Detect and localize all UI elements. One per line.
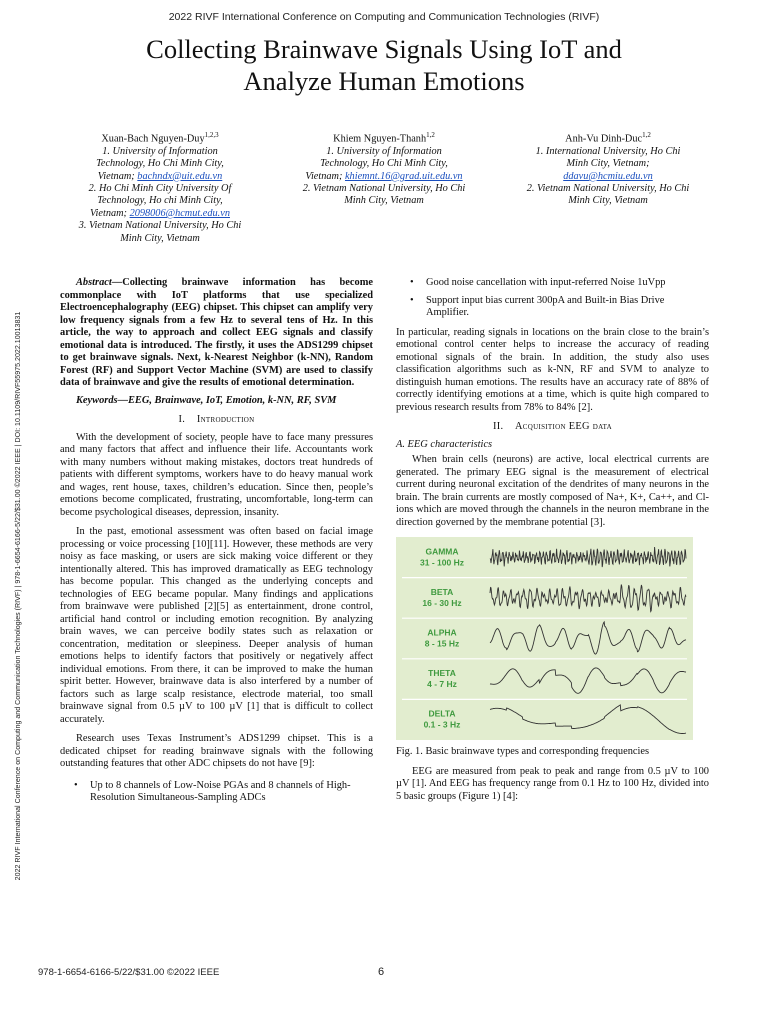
right-column: [396, 277, 709, 803]
band-waveform-alpha: [490, 622, 686, 654]
author-name: Anh-Vu Dinh-Duc$^{1,2}$: [565, 131, 651, 145]
list-item: • Up to 8 channels of Low-Noise PGAs and 8 channels of High-Resolution Simultaneous-Sampling ADCs: [60, 780, 373, 805]
right-paragraph-1: In particular, reading signals in locations on the brain close to the brain’s emotional control center helps to increase the accuracy of reading emotional signals of the brain. In addition, the study also uses classification algorithms such as k-NN, RF and SVM to analyze to distinguish human emotions. The results have an accuracy rate of 88% of correctly identifying emotions at a time, which is quite high compared to previous research results from 78% to 84% [2].: [396, 326, 709, 413]
paper-title: [60, 33, 708, 97]
intro-paragraph-3: Research uses Texas Instrument’s ADS1299 chipset. This is a dedicated chipset for reading brainwave signals with the following outstanding features that other ADC chipsets do not have [9]:: [60, 733, 373, 769]
band-waveform-delta: [490, 705, 686, 734]
band-name-label: THETA: [428, 668, 456, 679]
author-block-3: [508, 129, 708, 208]
author-name: Xuan-Bach Nguyen-Duy$^{1,2,3}$: [101, 131, 219, 145]
doi-sidebar: [3, 240, 33, 952]
author-email-link[interactable]: khiemnt.16@grad.uit.edu.vn: [344, 170, 463, 182]
section-heading-introduction: I. Introduction: [178, 414, 255, 425]
band-waveform-gamma: [490, 547, 686, 567]
author-affiliation: 1. University of Information Technology, Ho Chi Minh City, Vietnam; khiemnt.16@grad.uit.edu.vn 2. Vietnam National University, Ho Chi Minh City, Vietnam: [302, 145, 466, 207]
right-paragraph-2: When brain cells (neurons) are active, local electrical currents are generated. The primary EEG signal is the measurement of electrical current during neuronal excitation of the dendrites of many neurons in the brain. The brain currents are mostly composed of Na+, K+, Ca++, and Cl- ions which are moved through the channels in the neuron membrane in the direction governed by the membrane potential [3].: [396, 454, 709, 528]
subsection-heading-eeg: A. EEG characteristics: [396, 438, 493, 450]
band-waveform-beta: [490, 585, 686, 612]
band-range-label: 16 - 30 Hz: [422, 597, 462, 608]
list-item: • Good noise cancellation with input-referred Noise 1uVpp: [396, 277, 709, 290]
author-affiliation: 1. University of Information Technology, Ho Chi Minh City, Vietnam; bachndx@uit.edu.vn 2. Ho Chi Minh City University Of Technology, Ho chi Minh City, Vietnam; 2098006@hcmut.edu.vn 3. Vietnam National University, Ho Chi Minh City, Vietnam: [78, 145, 242, 244]
figure-caption: Fig. 1. Basic brainwave types and corresponding frequencies: [396, 746, 650, 757]
title-line-1: Collecting Brainwave Signals Using IoT and: [146, 34, 622, 64]
band-waveform-theta: [490, 668, 686, 693]
band-name-label: DELTA: [428, 708, 456, 719]
feature-list: [60, 780, 373, 805]
band-name-label: GAMMA: [425, 546, 459, 557]
conference-header: 2022 RIVF International Conference on Computing and Communication Technologies (RIVF): [168, 11, 600, 23]
keywords: Keywords—EEG, Brainwave, IoT, Emotion, k-NN, RF, SVM: [76, 394, 337, 406]
author-block-2: [284, 129, 484, 208]
doi-sidebar-text: 2022 RIVF International Conference on Computing and Communication Technologies (RIVF) | 978-1-6654-6166-5/22/$31.00 ©2022 IEEE | DOI: 10.1109/RIVF55975.2022.10013831: [14, 311, 22, 881]
band-range-label: 8 - 15 Hz: [424, 638, 460, 649]
title-line-2: Analyze Human Emotions: [243, 66, 525, 96]
band-name-label: ALPHA: [427, 627, 457, 638]
band-range-label: 0.1 - 3 Hz: [423, 719, 461, 730]
page-number: 6: [378, 966, 385, 978]
band-range-label: 4 - 7 Hz: [427, 679, 457, 690]
list-item: • Support input bias current 300pA and Built-in Bias Drive Amplifier.: [396, 295, 709, 320]
author-email-link[interactable]: ddavu@hcmiu.edu.vn: [563, 170, 653, 182]
author-email-link[interactable]: 2098006@hcmut.edu.vn: [129, 207, 230, 219]
author-email-link[interactable]: bachndx@uit.edu.vn: [137, 170, 223, 182]
author-affiliation: 1. International University, Ho Chi Minh City, Vietnam; ddavu@hcmiu.edu.vn 2. Vietnam National University, Ho Chi Minh City, Vietnam: [526, 145, 690, 207]
right-paragraph-3: EEG are measured from peak to peak and range from 0.5 µV to 100 µV [1]. And EEG has frequency range from 0.1 Hz to 100 Hz, divided into 5 basic groups (Figure 1) [4]:: [396, 765, 709, 802]
band-range-label: 31 - 100 Hz: [420, 557, 464, 568]
intro-paragraph-2: In the past, emotional assessment was often based on facial image processing or voice processing [10][11]. However, these methods are very noisy as face masking, or users are sick making voice different or they intentionally altered. This has improved dramatically as EEG technology has become popular. This changed as the underlying concepts and technologies of EEG became popular. Many findings and applications from brainwave were published [2][5] as entertainment, drone control, artificial hand control or including emotion recognition. By analyzing brain waves, we can perceive bodily states such as relaxation or concentration, meditation or sleepiness. Deeper analysis of human emotions helps to identify factors that positively or negatively affect individual emotions. From there, it can be improved to make the human spirit better. However, brainwave data is also interfered by a number of factors such as large scalp resistance, electrode material, too small brainwave signal from 0.5 µV to 100 µV [1] that is difficult to collect accurately.: [60, 526, 373, 725]
author-block-1: [60, 129, 260, 245]
feature-list-continued: [396, 277, 709, 320]
left-column: [60, 277, 373, 810]
section-heading-acquisition: II. Acquisition EEG data: [492, 421, 613, 432]
abstract: Abstract—Collecting brainwave information has become commonplace with IoT platforms that use specialized Electroencephalography (EEG) chipset. This chipset can amplify very low frequency signals from a few Hz to several tens of Hz. In this article, the way to approach and collect EEG signals and classify emotional data is introduced. The firstly, it uses the ADS1299 chipset to get brainwave signals. Next, k-Nearest Neighbor (k-NN), Random Forest (RF) and Support Vector Machine (SVM) are used to classify data of brainwave and give the results of emotional determination.: [60, 277, 373, 388]
author-name: Khiem Nguyen-Thanh$^{1,2}$: [333, 131, 435, 145]
footer-copyright: 978-1-6654-6166-5/22/$31.00 ©2022 IEEE: [38, 967, 220, 978]
brainwave-chart: [396, 537, 693, 740]
band-name-label: BETA: [430, 586, 454, 597]
intro-paragraph-1: With the development of society, people have to face many pressures and many factors that affect and influence their life. Accountants work with many numbers without making mistakes, doctors treat hundreds of patients with different symptoms, workers have to do heavy manual work and wages, rent house, taxes, children’s education. Since then, people’s emotions become complicated, frustrating, uncomfortable, long-term can become psychological diseases, depression, insanity.: [60, 431, 373, 518]
brainwave-figure: [396, 537, 693, 740]
